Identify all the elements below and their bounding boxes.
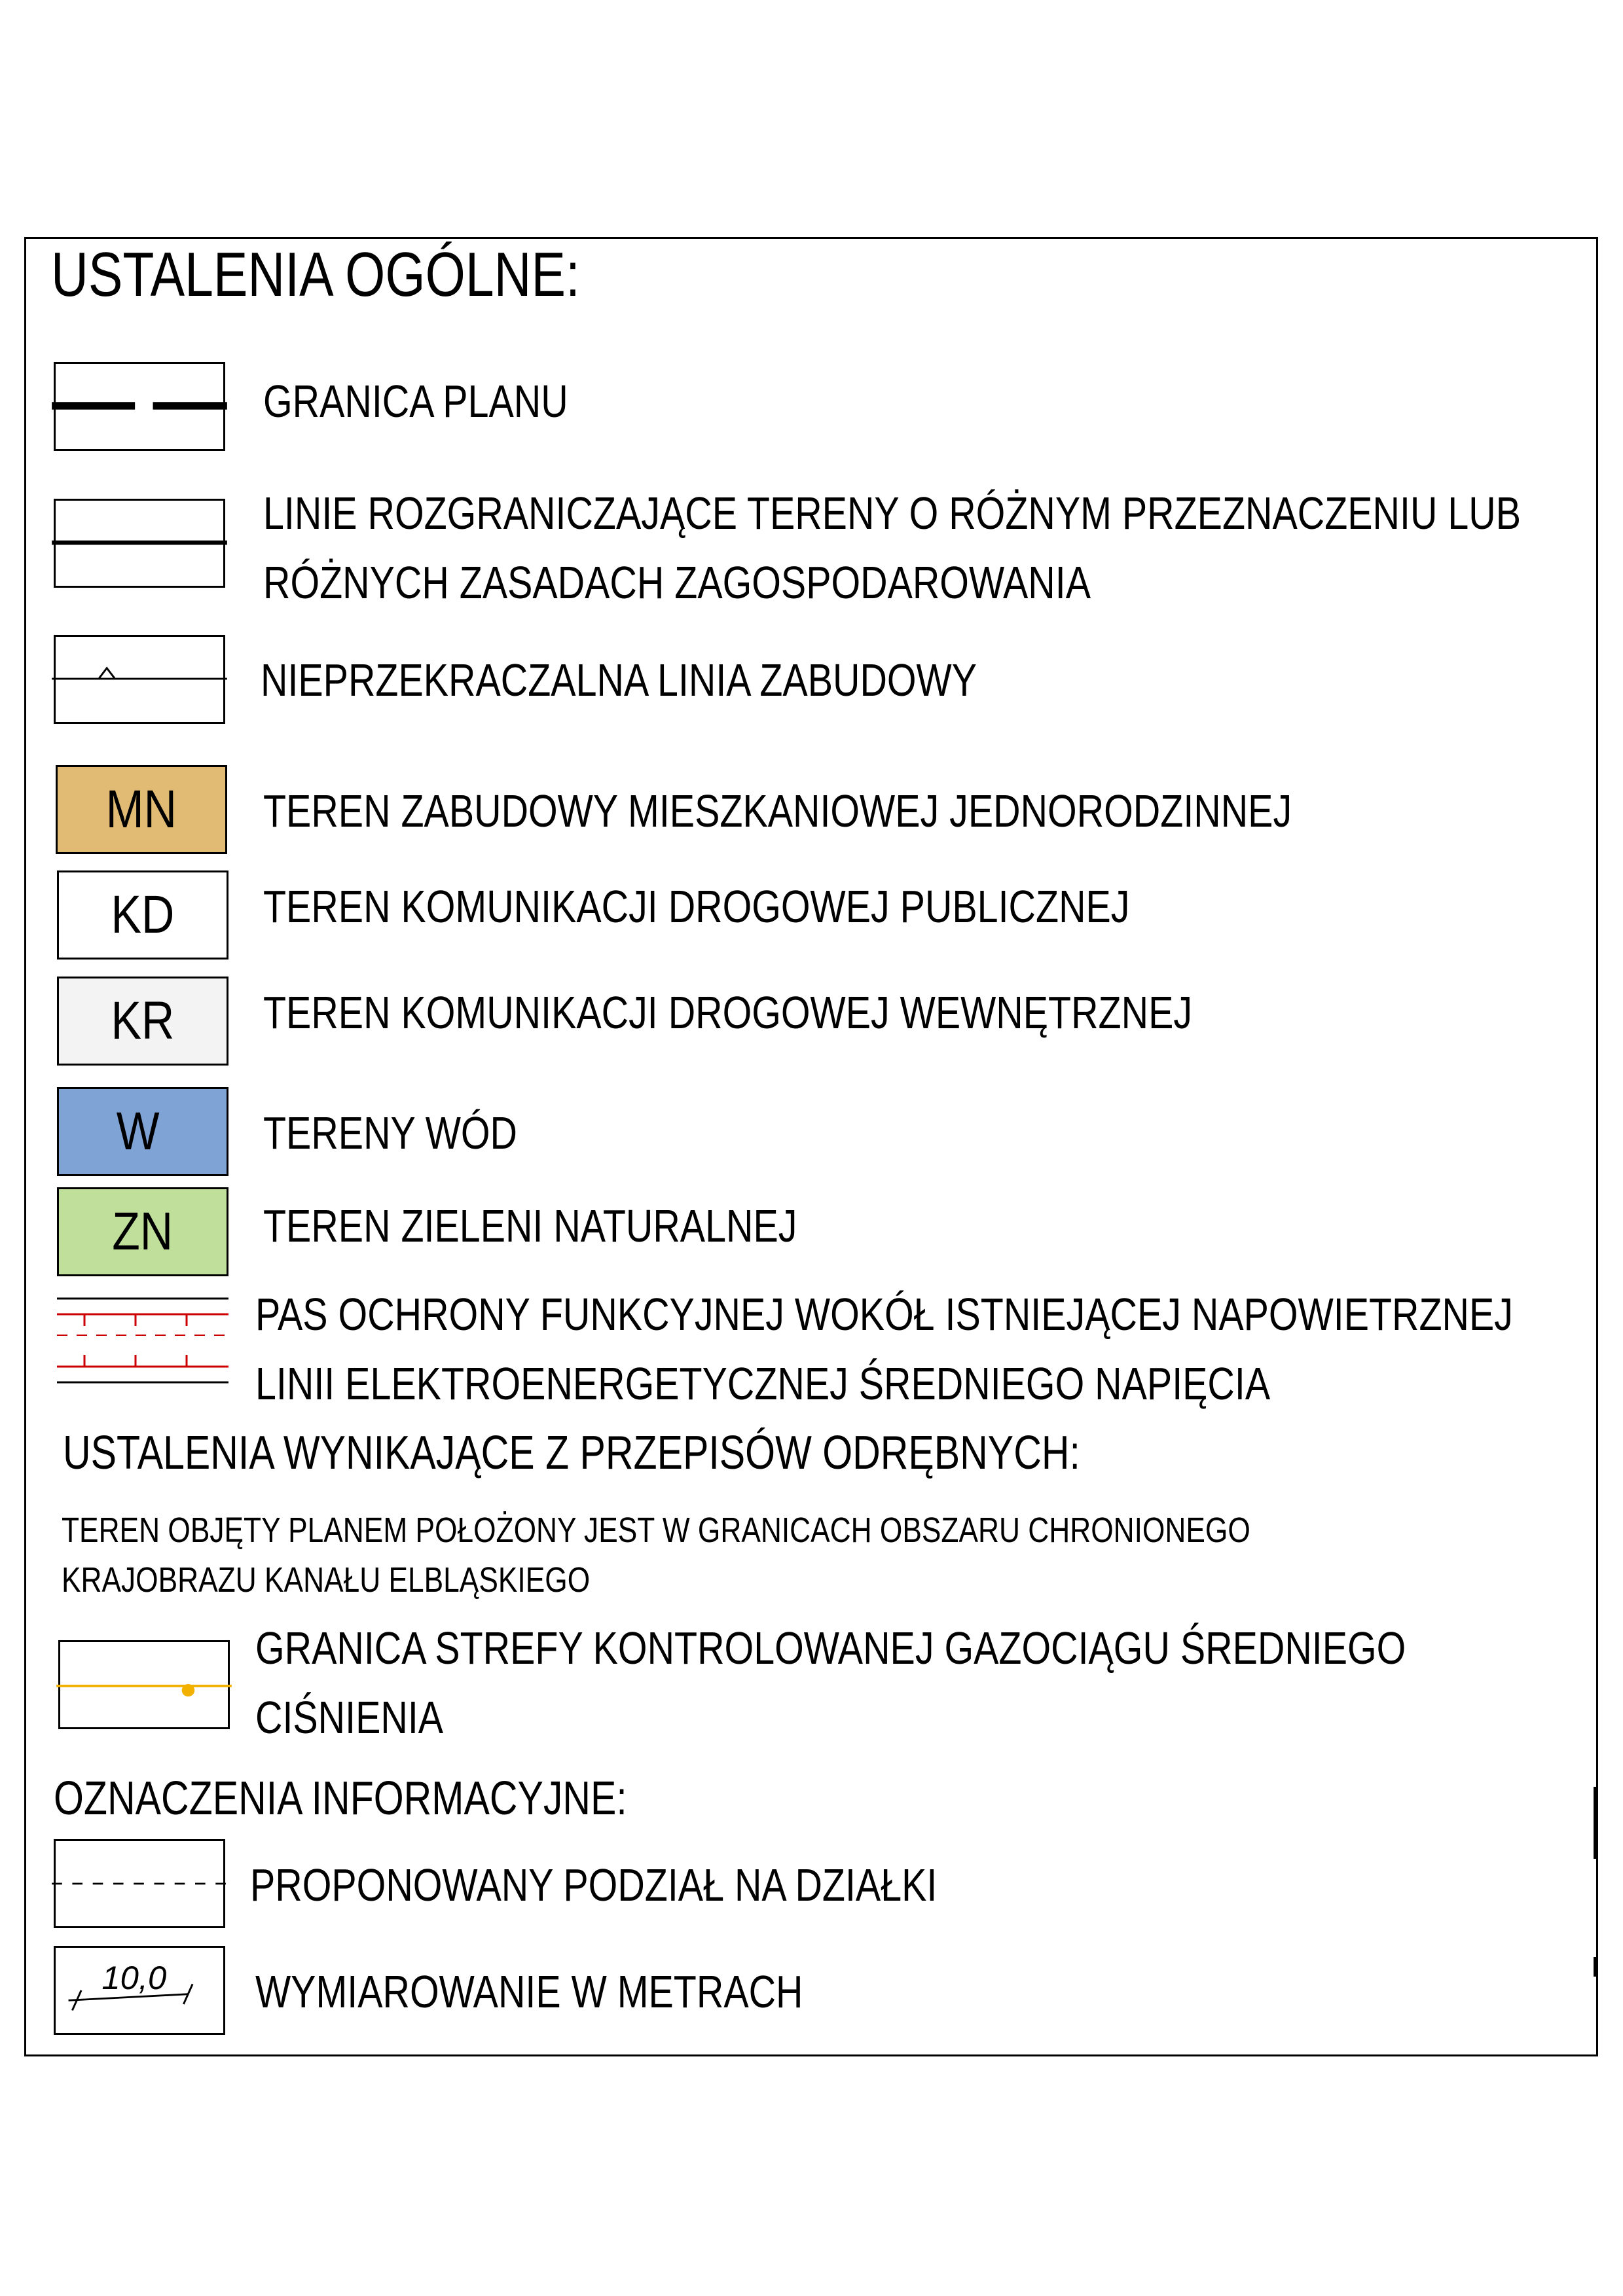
symbol-mn [56,765,227,854]
heading-regulations: USTALENIA WYNIKAJĄCE Z PRZEPISÓW ODRĘBNYCH: [63,1427,1080,1479]
symbol-plot-division [54,1839,225,1928]
symbol-plan-boundary [54,362,225,451]
label-w: TERENY WÓD [263,1107,518,1158]
symbol-kd [57,870,228,960]
label-kr: TEREN KOMUNIKACJI DROGOWEJ WEWNĘTRZNEJ [263,987,1193,1038]
label-dimensioning: WYMIAROWANIE W METRACH [255,1966,803,2017]
symbol-zn [57,1187,228,1276]
symbol-dividing-lines [54,499,225,588]
label-building-line: NIEPRZEKRACZALNA LINIA ZABUDOWY [261,655,977,706]
label-gas-zone-1: GRANICA STREFY KONTROLOWANEJ GAZOCIĄGU ŚREDNIEGO [255,1623,1406,1674]
text-protected-area-2: KRAJOBRAZU KANAŁU ELBLĄSKIEGO [62,1560,591,1600]
symbol-w [57,1087,228,1176]
code-kd: KD [111,885,175,944]
label-mn: TEREN ZABUDOWY MIESZKANIOWEJ JEDNORODZINNEJ [263,785,1292,836]
symbol-power-line-zone [57,1296,228,1385]
symbol-kr [57,977,228,1066]
label-power-line-zone-2: LINII ELEKTROENERGETYCZNEJ ŚREDNIEGO NAPIĘCIA [255,1358,1271,1409]
frame-edge-mark [1594,1787,1596,1859]
code-zn: ZN [112,1202,173,1261]
code-kr: KR [111,991,175,1050]
code-mn: MN [105,780,177,839]
heading-general: USTALENIA OGÓLNE: [51,240,580,310]
symbol-building-line [54,635,225,724]
label-gas-zone-2: CIŚNIENIA [255,1692,444,1743]
label-plan-boundary: GRANICA PLANU [263,376,568,427]
dimension-sample-value: 10,0 [101,1960,167,1996]
label-dividing-lines-1: LINIE ROZGRANICZAJĄCE TERENY O RÓŻNYM PRZEZNACZENIU LUB [263,488,1522,539]
label-kd: TEREN KOMUNIKACJI DROGOWEJ PUBLICZNEJ [263,881,1130,932]
symbol-dimensioning [54,1946,225,2035]
label-plot-division: PROPONOWANY PODZIAŁ NA DZIAŁKI [250,1859,938,1910]
frame-edge-mark [1594,1957,1596,1977]
label-power-line-zone-1: PAS OCHRONY FUNKCYJNEJ WOKÓŁ ISTNIEJĄCEJ NAPOWIETRZNEJ [255,1289,1514,1340]
label-zn: TEREN ZIELENI NATURALNEJ [263,1200,797,1251]
code-w: W [117,1102,160,1161]
symbol-gas-zone [58,1640,230,1729]
text-protected-area-1: TEREN OBJĘTY PLANEM POŁOŻONY JEST W GRANICACH OBSZARU CHRONIONEGO [62,1511,1250,1550]
label-dividing-lines-2: RÓŻNYCH ZASADACH ZAGOSPODAROWANIA [263,557,1091,608]
heading-informational: OZNACZENIA INFORMACYJNE: [54,1772,627,1825]
